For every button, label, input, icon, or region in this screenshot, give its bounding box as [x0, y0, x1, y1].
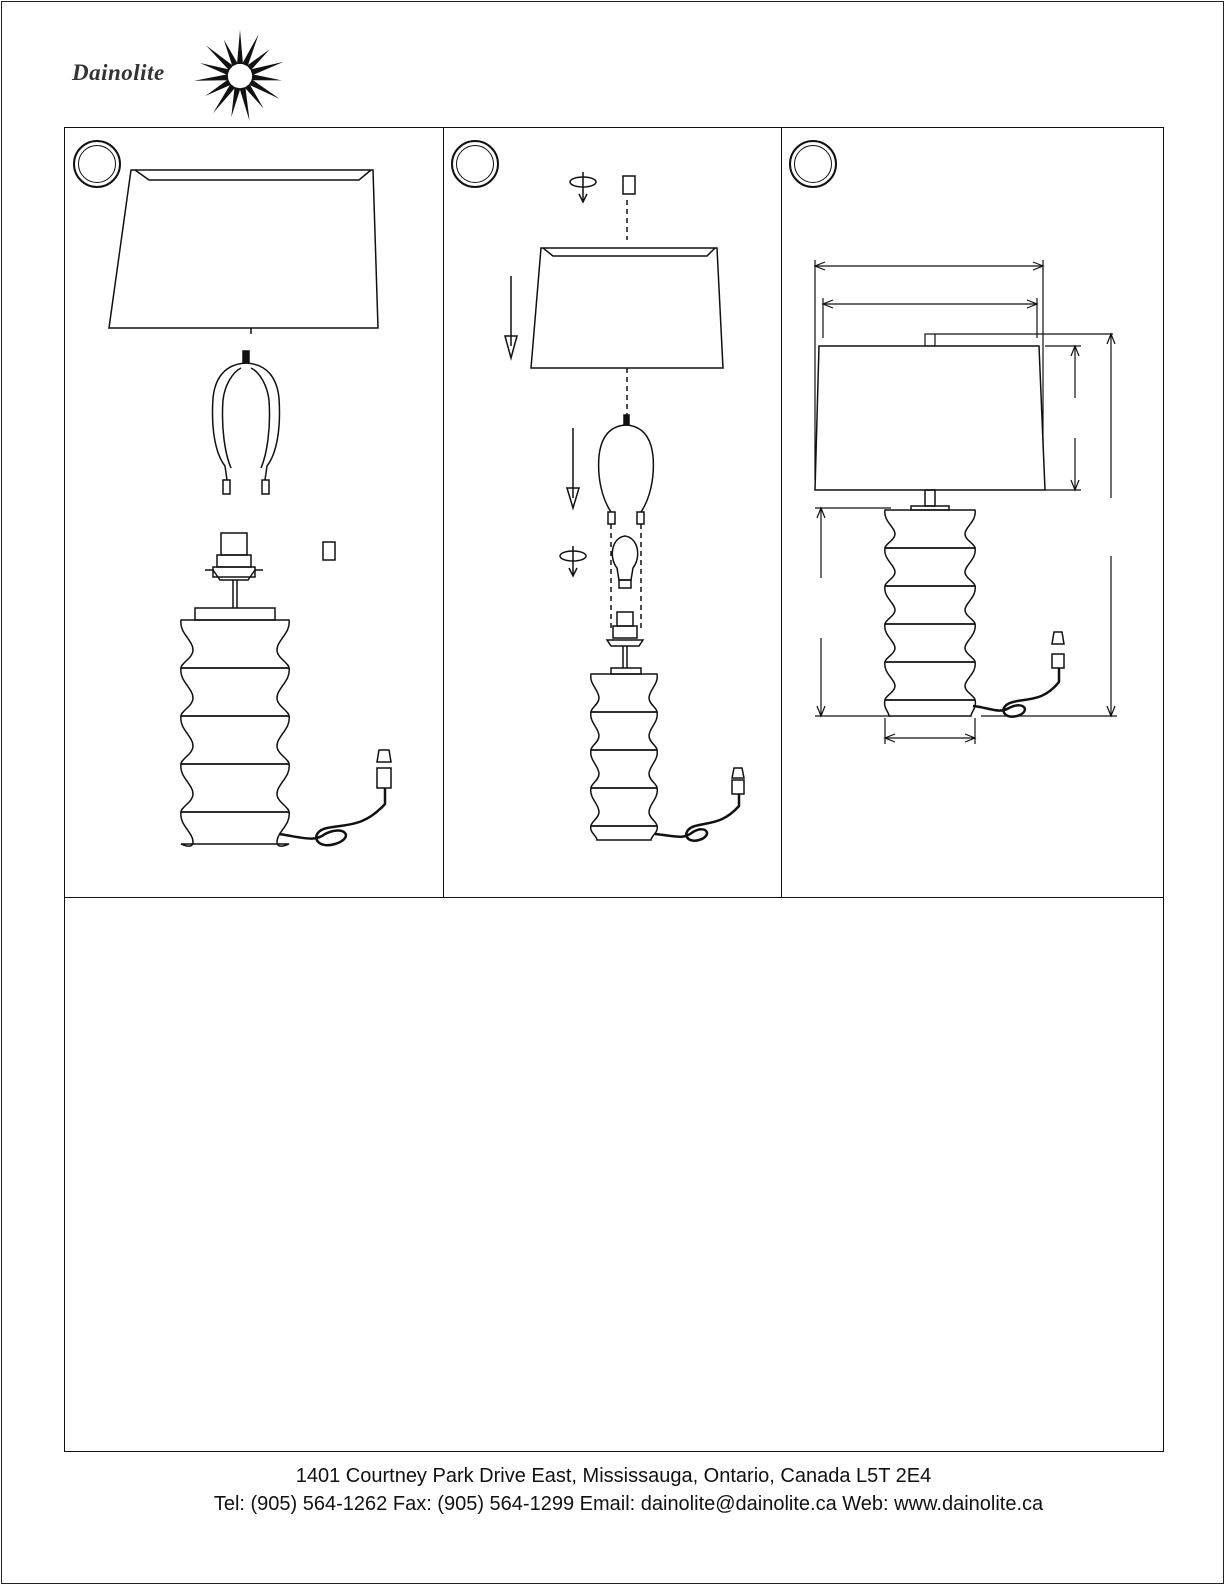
socket-icon: [607, 612, 643, 668]
footer: [0, 1462, 1227, 1518]
finial-marker-icon: [623, 176, 635, 194]
harp-icon: [213, 351, 280, 494]
finial-icon: [925, 334, 935, 346]
rotate-icon: [570, 172, 596, 202]
power-cord-icon: [655, 768, 744, 841]
brand-logo: [66, 26, 306, 126]
bulb-marker-icon: [323, 542, 335, 560]
lamp-base-icon: [591, 668, 658, 840]
lamp-base-icon: [885, 506, 976, 716]
starburst-icon: [190, 26, 290, 126]
light-bulb-icon: [612, 536, 637, 588]
step-panel-1: [65, 128, 444, 897]
step-panel-3: [781, 128, 1164, 897]
down-arrow-icon: [567, 428, 579, 508]
power-cord-icon: [973, 632, 1064, 717]
power-cord-icon: [279, 750, 391, 845]
base-width-dimension: [885, 718, 975, 744]
footer-contact: Tel: (905) 564-1262 Fax: (905) 564-1299 Email: dainolite@dainolite.ca Web: www.dainolite.ca: [213, 1493, 1044, 1515]
footer-address: 1401 Courtney Park Drive East, Mississauga, Ontario, Canada L5T 2E4: [295, 1465, 932, 1487]
assembly-diagram-box: [64, 127, 1164, 1452]
dimension-illustration: [781, 128, 1164, 897]
lampshade-icon: [109, 170, 378, 334]
brand-name: Dainolite: [72, 60, 165, 85]
step-panel-2: [443, 128, 782, 897]
lampshade-icon: [531, 248, 723, 368]
lamp-base-icon: [181, 608, 289, 846]
lampshade-icon: [815, 346, 1045, 490]
base-height-dimension: [815, 508, 891, 716]
step-panels: [65, 128, 1163, 898]
harp-icon: [599, 415, 654, 524]
down-arrow-icon: [505, 276, 517, 358]
rotate-icon: [560, 546, 586, 576]
notes-area: [65, 898, 1163, 1451]
socket-icon: [205, 533, 263, 608]
step-2-illustration: [443, 128, 779, 897]
step-1-illustration: [65, 128, 441, 897]
